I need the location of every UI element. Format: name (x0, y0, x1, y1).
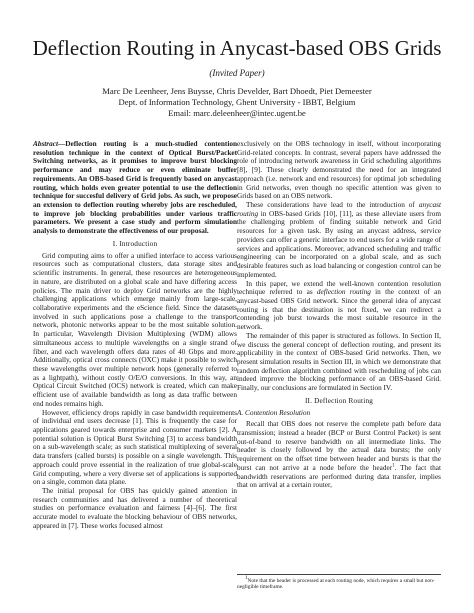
author-block (0, 86, 474, 119)
paragraph (237, 280, 441, 332)
text-run: These considerations have lead to the introduction of (246, 201, 419, 210)
paragraph (237, 420, 441, 490)
author-names: Marc De Leenheer, Jens Buysse, Chris Develder, Bart Dhoedt, Piet Demeester (102, 86, 372, 96)
text-run: in the context of an anycast-based OBS Grid network. Since the general idea of anycast routing is that the destination is not fixed, we can redirect a contending job burst towards the most suitable resource in the network. (237, 288, 441, 332)
emphasized-term: anycast routing (237, 201, 441, 218)
paragraph: However, efficiency drops rapidly in case bandwidth requirements of individual end users decrease [1]. This is frequently the case for applications geared towards enterprise and consumer markets [2]. A potential solution is Optical Burst Switching [3] to access bandwidth on a sub-wavelength scale; as such statistical multiplexing of several data transfers (called bursts) is possible on a single wavelength. This approach could prove essential in the realization of true global-scale Grid computing, where a very diverse set of applications is supported on a single, common data plane. (33, 408, 237, 487)
paragraph: The initial proposal for OBS has quickly gained attention in research communities and has delivered a number of theoretical studies on performance evaluation and fairness [4]–[6]. The first accurate model to evaluate the blocking behaviour of OBS networks, appeared in [7]. These works focused almost (33, 487, 237, 530)
section-heading-introduction: I. Introduction (112, 239, 158, 248)
invited-paper-note: (Invited Paper) (209, 68, 265, 78)
right-column (237, 140, 441, 490)
emphasized-term: deflection routing (316, 288, 371, 297)
text-run: Recall that OBS does not reserve the complete path before data transmission; instead a header (BCP or Burst Control Packet) is sent out-of-band to reserve bandwidth on all intermediate links. The header is closely followed by the actual data bursts; the only requirement on the offset time between header and bursts is that the burst can not arrive at a node before the header (237, 420, 441, 472)
affiliation: Dept. of Information Technology, Ghent University - IBBT, Belgium (118, 97, 356, 107)
abstract-label: Abstract (33, 140, 58, 148)
left-column (33, 140, 237, 531)
footnote-body: Note that the header is processed at each routing node, which requires a small but non-negligible timeframe. (237, 578, 435, 591)
paragraph (237, 201, 441, 279)
paper-title: Deflection Routing in Anycast-based OBS Grids (32, 36, 442, 60)
contact-email: Email: marc.deleenheer@intec.ugent.be (168, 108, 306, 118)
footnote (237, 574, 441, 591)
paragraph: exclusively on the OBS technology in itself, without incorporating Grid-related concepts. In contrast, several papers have addressed the role of introducing network awareness in Grid scheduling algorithms [8], [9]. These clearly demonstrated the need for an integrated approach (i.e. network and end resources) for optimal job scheduling in Grid networks, even though no specific attention was given to Grids based on an OBS network. (237, 140, 441, 201)
abstract (33, 140, 237, 236)
paragraph: The remainder of this paper is structured as follows. In Section II, we discuss the general concept of deflection routing, and present its applicability in the context of OBS-based Grid networks. Then, we present simulation results in Section III, in which we demonstrate that random deflection algorithm combined with rescheduling of jobs can indeed improve the blocking performance of an OBS-based Grid. Finally, our conclusions are formulated in Section IV. (237, 331, 441, 393)
text-run: In this paper, we extend the well-known contention resolution technique referred to as (237, 279, 441, 297)
paragraph: Grid computing aims to offer a unified interface to access various resources such as computational clusters, data storage sites and scientific instruments. In general, these resources are heterogeneous in nature, are distributed on a global scale and have differing access policies. The main driver to deploy Grid networks are the highly challenging applications which emerge mainly from large-scale, collaborative experiments and the eScience field. Since the datasets involved in such applications pose a challenge to the transport network, photonic networks appear to be the most suitable solution. In particular, Wavelength Division Multiplexing (WDM) allows simultaneous access to multiple wavelengths on a single strand of fiber, and each wavelength offers data rates of 40 Gbps and more. Additionally, optical cross connects (OXC) make it possible to switch these wavelengths over multiple network hops (generally referred to as a lightpath), without costly O/E/O conversions. In this way, an Optical Circuit Switched (OCS) network is created, which can make efficient use of available bandwidth as long as data traffic between end nodes remains high. (33, 251, 237, 408)
footnote-marker: 1 (392, 463, 395, 469)
text-run: in OBS-based Grids [10], [11], as these alleviate users from the challenging problem of finding suitable network and Grid resources for a given task. By using an anycast address, service providers can offer a generic interface to end users for a wide range of services and applications. Moreover, advanced scheduling and traffic engineering can be incorporated on a global scale, and as such desirable features such as load balancing or congestion control can be implemented. (237, 209, 441, 279)
text-run: . The fact that bandwidth reservations are performed during data transfer, implies that on arrival at a certain router, (237, 463, 441, 490)
section-heading-deflection-routing: II. Deflection Routing (304, 396, 374, 405)
abstract-text: —Deflection routing is a much-studied contention resolution technique in the context of Optical Burst/Packet Switching networks, as it promises to improve burst blocking performance and may reduce or even eliminate buffer requirements. An OBS-based Grid is frequently based on anycast routing, which holds even greater potential to use the deflection technique for succesful delivery of Grid jobs. As such, we propose an extension to deflection routing whereby jobs are rescheduled, to improve job blocking probabilities under various traffic parameters. We present a case study and perform simulation analysis to demonstrate the effectiveness of our proposal. (33, 140, 237, 236)
footnote-number: 1 (245, 576, 248, 582)
footnote-text (237, 578, 441, 591)
subsection-heading: A. Contention Resolution (237, 408, 311, 417)
